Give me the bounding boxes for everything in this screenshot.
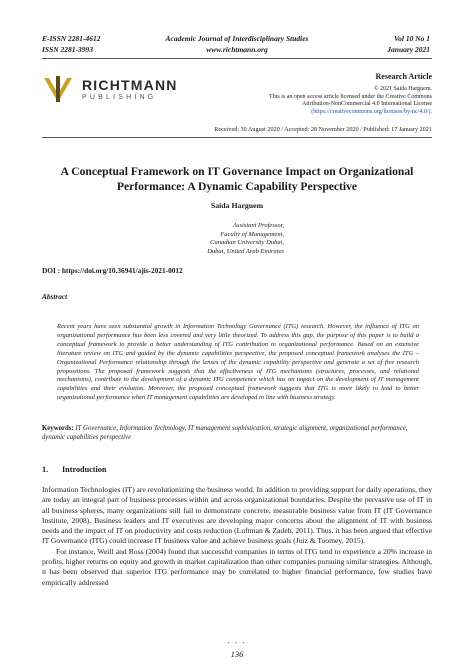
license-line-3: Attribution-NonCommercial 4.0 International License [302, 101, 432, 108]
affiliation-line-3: Canadian University Dubai, [210, 239, 284, 247]
keywords [42, 424, 424, 443]
title-line-2: Performance: A Dynamic Capability Perspective [116, 179, 358, 193]
dates-rule [42, 137, 432, 138]
affiliation-line-1: Assistant Professor, [232, 222, 284, 229]
title-line-1: A Conceptual Framework on IT Governance Impact on Organizational [60, 165, 414, 178]
doi[interactable]: DOI : https://doi.org/10.36941/ajis-2021-0012 [42, 266, 183, 275]
keywords-text: IT Governance, Information Technology, IT management sophistication, strategic alignment, organizational performance, dynamic capabilities perspective [42, 425, 408, 442]
affiliation [150, 222, 284, 256]
abstract-text: Recent years have seen substantial growth in Information Technology Governance (ITG) research. However, the influence of ITG on organizational performance has been less covered and very little theorized. To address this gap, the purpose of this paper is to build a conceptual framework to provide a better understanding of ITG contribution to organizational performance. Based on an extensive literature review on ITG and guided by the dynamic capabilities perspective, the proposed conceptual framework analyses the ITG – Organizational Performance relationship through the lenses of the dynamic capability perspective and generate a set of five research propositions. The proposed framework suggests that the effectiveness of ITG mechanisms (structures, processes, and relational mechanisms), contribute to the development of a dynamic ITG competence which has an impact on the development of IT management capabilities and their evolution. Moreover, the proposed conceptual framework suggests that ITG is more likely to lead to better organizational performance when IT management capabilities are developed in line with business strategy. [57, 323, 419, 402]
journal-name: Academic Journal of Interdisciplinary Studies [165, 34, 309, 43]
logo-sub: PUBLISHING [82, 94, 157, 101]
issn: ISSN 2281-3993 [42, 45, 94, 54]
license-line-1: © 2021 Saida Harguem. [373, 86, 432, 92]
journal-website[interactable]: www.richtmann.org [206, 45, 268, 54]
logo-name: RICHTMANN [82, 77, 178, 93]
section-number: 1. [42, 465, 49, 474]
body-text [42, 485, 432, 588]
affiliation-line-4: Dubai, United Arab Emirates [207, 247, 284, 255]
article-title [42, 165, 432, 194]
publisher-logo [42, 74, 202, 111]
body-paragraph-2: For instance, Weill and Ross (2004) found that successful companies in terms of ITG tend to experience a 20% increase in profits, higher returns on equity and growth in market capitalization than other companies pursuing similar strategies. Although, it has been observed that superior ITG performance may be correlated to higher financial performance, few studies have empirically addressed [42, 546, 432, 587]
section-heading [42, 465, 106, 474]
license-line-2: This is an open access article licensed under the Creative Commons [269, 93, 432, 100]
affiliation-line-2: Faculty of Management, [220, 230, 284, 238]
article-dates: Received: 30 August 2020 / Accepted: 28 November 2020 / Published: 17 January 2021 [214, 126, 432, 133]
footer-dots: • • • [227, 641, 247, 647]
volume: Vol 10 No 1 [393, 34, 430, 43]
keywords-label: Keywords: [42, 425, 74, 432]
license-block [218, 86, 432, 116]
body-paragraph-1: Information Technologies (IT) are revolutionizing the business world. In addition to providing support for daily operations, they are today an integral part of business processes within and across organizational boundaries. Despite the pervasive use of IT in all business spheres, many organizations still fail to demonstrate concrete, measurable business value from IT (IT Governance Institute, 2008). Business leaders and IT executives are developing major concerns about the alignment of IT with business needs and the impact of IT on productivity and costs reduction (Luftman & Zadeh, 2011). Thus, it has been argued that effective IT Governance (ITG) could increase IT business value and achieve business goals (Juiz & Toomey, 2015). [42, 485, 432, 546]
article-type: Research Article [375, 72, 432, 81]
eissn: E-ISSN 2281-4612 [42, 34, 101, 43]
author-name: Saida Harguem [210, 201, 264, 210]
issue-date: January 2021 [387, 45, 430, 54]
abstract-heading: Abstract [42, 292, 68, 301]
page-number: 136 [230, 649, 244, 659]
section-title: Introduction [62, 465, 107, 474]
header-rule [42, 58, 432, 59]
license-link[interactable]: (https://creativecommons.org/licenses/by-nc/4.0/). [311, 108, 432, 115]
